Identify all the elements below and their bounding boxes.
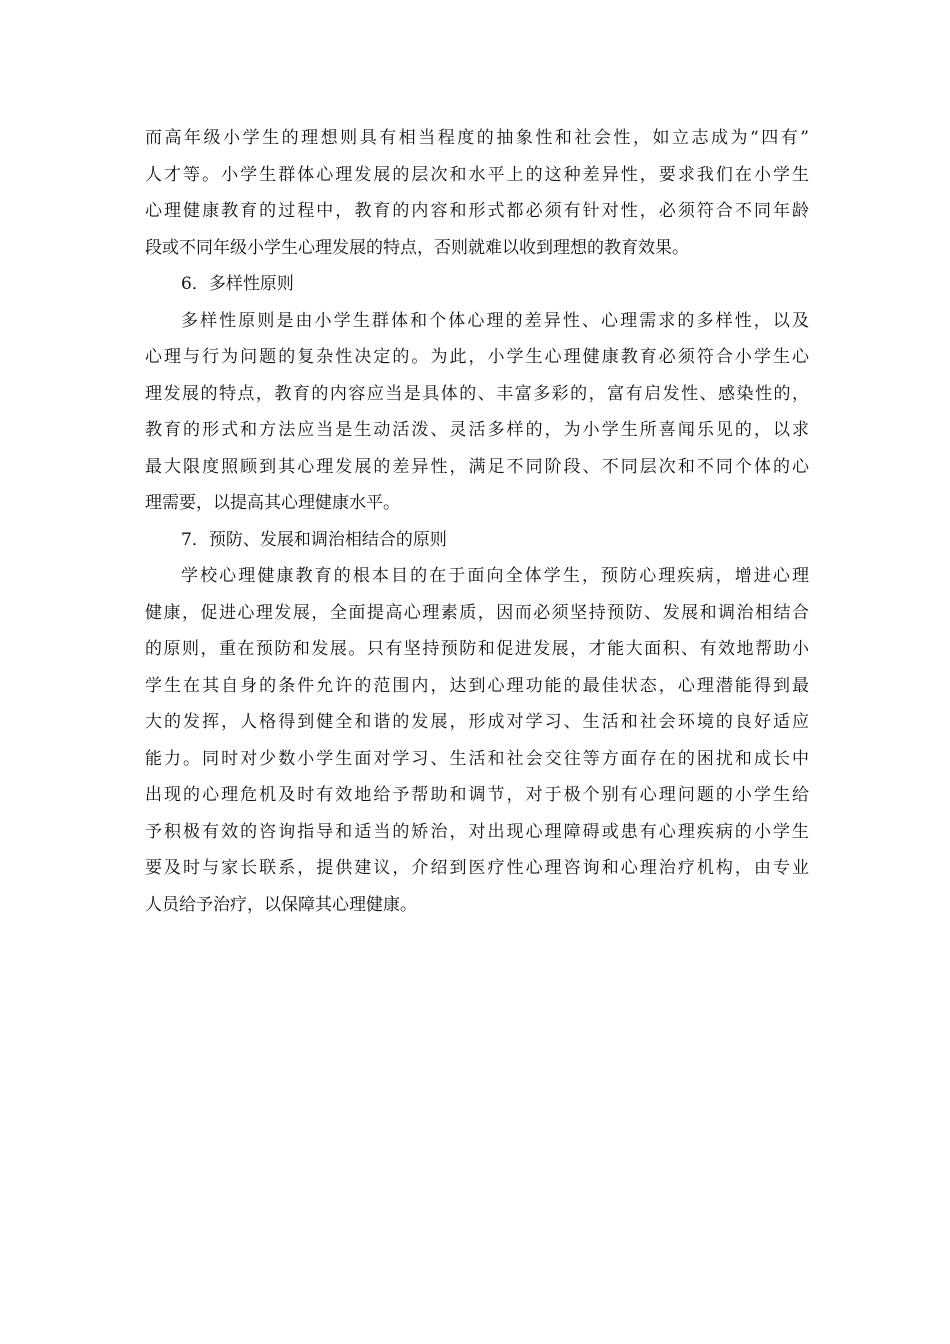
document-body	[145, 120, 809, 923]
text-line: 大的发挥，人格得到健全和谐的发展，形成对学习、生活和社会环境的良好适应	[145, 712, 809, 732]
text-line: 心理健康教育的过程中，教育的内容和形式都必须有针对性，必须符合不同年龄	[145, 201, 809, 221]
text-line: 能力。同时对少数小学生面对学习、生活和社会交往等方面存在的困扰和成长中	[145, 748, 809, 769]
text-line: 学校心理健康教育的根本目的在于面向全体学生，预防心理疾病，增进心理	[181, 566, 809, 586]
text-line: 健康，促进心理发展，全面提高心理素质，因而必须坚持预防、发展和调治相结合	[145, 602, 809, 623]
paragraph-diversity-principle	[145, 303, 809, 522]
text-line: 教育的形式和方法应当是生动活泼、灵活多样的，为小学生所喜闻乐见的，以求	[145, 420, 809, 440]
text-line: 而高年级小学生的理想则具有相当程度的抽象性和社会性，如立志成为“四有”	[145, 128, 809, 148]
text-line: 段或不同年级小学生心理发展的特点，否则就难以收到理想的教育效果。	[145, 237, 689, 258]
text-line: 理发展的特点，教育的内容应当是具体的、丰富多彩的，富有启发性、感染性的，	[145, 383, 809, 404]
section-heading-6: 6．多样性原则	[181, 274, 294, 294]
text-line: 理需要，以提高其心理健康水平。	[145, 493, 400, 513]
text-line: 要及时与家长联系，提供建议，介绍到医疗性心理咨询和心理治疗机构，由专业	[145, 858, 809, 878]
text-line: 的原则，重在预防和发展。只有坚持预防和促进发展，才能大面积、有效地帮助小	[145, 639, 809, 659]
text-line: 人才等。小学生群体心理发展的层次和水平上的这种差异性，要求我们在小学生	[145, 164, 809, 185]
paragraph-continuation	[145, 120, 809, 266]
text-line: 予积极有效的咨询指导和适当的矫治，对出现心理障碍或患有心理疾病的小学生	[145, 821, 809, 842]
section-heading-7: 7．预防、发展和调治相结合的原则	[181, 529, 447, 550]
text-line: 最大限度照顾到其心理发展的差异性，满足不同阶段、不同层次和不同个体的心	[145, 456, 809, 477]
text-line: 学生在其自身的条件允许的范围内，达到心理功能的最佳状态，心理潜能得到最	[145, 675, 809, 696]
paragraph-prevention-principle	[145, 558, 809, 923]
text-line: 人员给予治疗，以保障其心理健康。	[145, 894, 417, 915]
text-line: 多样性原则是由小学生群体和个体心理的差异性、心理需求的多样性，以及	[181, 310, 809, 331]
text-line: 出现的心理危机及时有效地给予帮助和调节，对于极个别有心理问题的小学生给	[145, 785, 809, 805]
text-line: 心理与行为问题的复杂性决定的。为此，小学生心理健康教育必须符合小学生心	[145, 347, 809, 367]
